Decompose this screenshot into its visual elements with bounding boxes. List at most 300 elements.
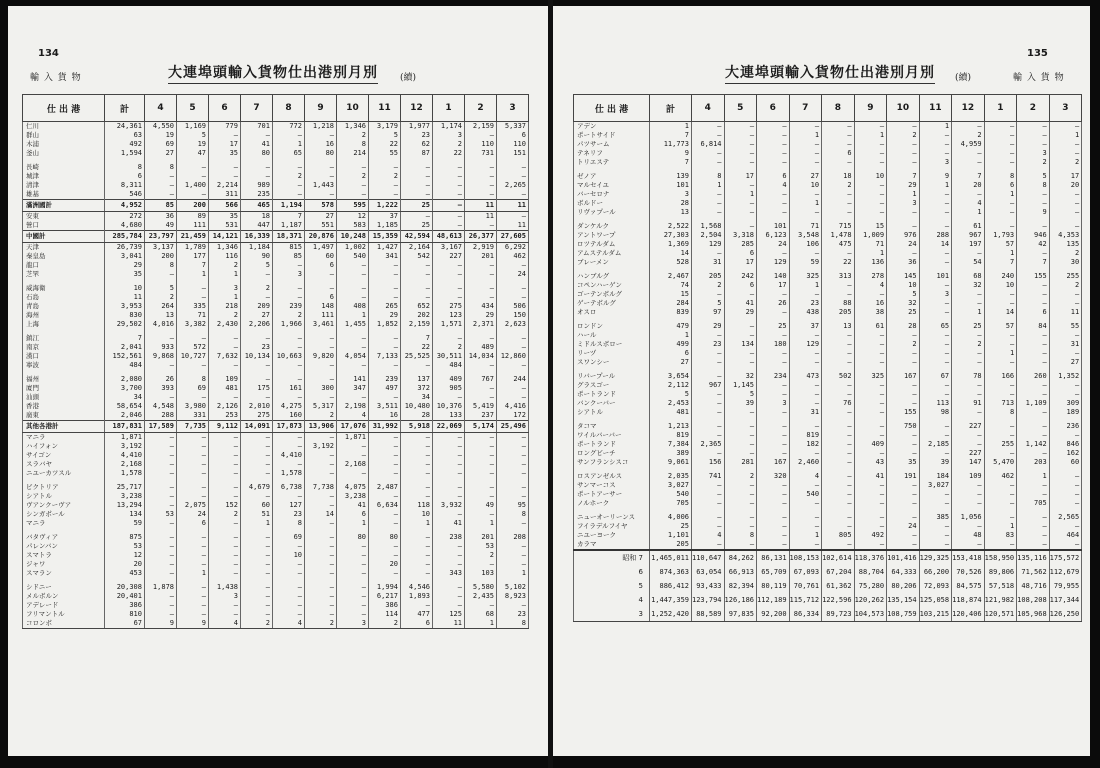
table-cell: — — [1017, 431, 1050, 440]
table-cell: 197 — [952, 240, 985, 249]
table-cell: — — [789, 190, 822, 199]
table-cell: — — [1049, 290, 1082, 299]
column-header-3: 5 — [724, 95, 757, 122]
continued-mark: (續) — [955, 73, 972, 83]
table-cell: 10,727 — [177, 352, 209, 361]
table-cell: 275 — [241, 411, 273, 421]
table-cell: — — [789, 149, 822, 158]
table-cell: 5 — [241, 261, 273, 270]
table-cell: 1 — [465, 519, 497, 528]
table-cell: 5 — [887, 290, 920, 299]
table-cell: — — [919, 422, 952, 431]
table-cell: 8 — [497, 510, 529, 519]
table-cell: — — [724, 513, 757, 522]
table-cell: 1,002 — [337, 243, 369, 253]
table-cell: — — [919, 149, 952, 158]
table-cell: — — [724, 181, 757, 190]
table-cell: 1 — [952, 208, 985, 217]
table-cell: — — [145, 433, 177, 443]
table-cell: 67,093 — [789, 565, 822, 579]
port-name: ノルホーク — [574, 499, 650, 508]
table-cell: 20,876 — [305, 231, 337, 243]
column-header-9: 11 — [369, 95, 401, 122]
table-cell: 506 — [497, 302, 529, 311]
table-cell: — — [984, 381, 1017, 390]
table-cell: — — [177, 460, 209, 469]
table-cell: — — [919, 522, 952, 531]
table-cell: 1 — [241, 519, 273, 528]
table-cell: 30,511 — [433, 352, 465, 361]
table-cell: — — [369, 569, 401, 578]
table-cell: — — [497, 293, 529, 302]
table-cell: 91 — [952, 399, 985, 408]
table-cell: 54 — [952, 258, 985, 267]
table-cell: 10 — [887, 281, 920, 290]
port-name: アントワープ — [574, 231, 650, 240]
table-cell: — — [757, 422, 790, 431]
table-cell: 42,594 — [401, 231, 433, 243]
port-name: ダンケルク — [574, 222, 650, 231]
table-cell: — — [757, 513, 790, 522]
table-cell: — — [433, 221, 465, 231]
table-cell: — — [145, 361, 177, 370]
table-cell: — — [401, 181, 433, 190]
table-cell: 18 — [822, 172, 855, 181]
table-row — [574, 258, 1082, 267]
port-name: オスロ — [574, 308, 650, 317]
table-row — [23, 163, 529, 172]
table-cell: — — [209, 610, 241, 619]
table-cell: 1,893 — [401, 592, 433, 601]
port-name: 福州 — [23, 375, 105, 384]
table-cell: — — [789, 522, 822, 531]
table-cell: 177 — [177, 252, 209, 261]
table-cell: — — [433, 492, 465, 501]
table-cell: 6 — [1017, 308, 1050, 317]
table-cell: 31 — [1049, 340, 1082, 349]
table-cell: — — [757, 349, 790, 358]
table-cell: — — [145, 270, 177, 279]
table-row — [23, 122, 529, 132]
table-cell: 152,561 — [105, 352, 145, 361]
table-row — [23, 510, 529, 519]
table-cell: 5 — [1017, 172, 1050, 181]
table-cell: 462 — [497, 252, 529, 261]
table-cell: — — [1049, 299, 1082, 308]
table-cell: — — [789, 399, 822, 408]
table-cell: — — [1017, 299, 1050, 308]
table-cell: 1 — [789, 281, 822, 290]
table-cell: 90 — [241, 252, 273, 261]
table-cell: 155 — [1017, 272, 1050, 281]
table-cell: 7 — [177, 261, 209, 270]
table-cell: — — [854, 290, 887, 299]
table-cell: 583 — [337, 221, 369, 231]
table-cell: — — [497, 393, 529, 402]
table-cell: 933 — [145, 343, 177, 352]
table-cell: 288 — [145, 411, 177, 421]
table-cell: — — [854, 358, 887, 367]
table-row — [23, 343, 529, 352]
table-cell: — — [822, 358, 855, 367]
table-row — [574, 440, 1082, 449]
table-cell: 236 — [1049, 422, 1082, 431]
table-cell: 1,977 — [401, 122, 433, 132]
table-cell: 160 — [273, 411, 305, 421]
table-cell: — — [887, 490, 920, 499]
table-cell: — — [757, 358, 790, 367]
table-row — [574, 513, 1082, 522]
port-name: 廈門 — [23, 384, 105, 393]
table-cell: — — [241, 583, 273, 592]
table-cell: — — [305, 533, 337, 542]
table-cell: 1,346 — [209, 243, 241, 253]
table-cell: — — [305, 334, 337, 343]
table-cell: 3,238 — [105, 492, 145, 501]
table-cell: — — [465, 460, 497, 469]
table-cell: — — [401, 569, 433, 578]
table-cell: 5,918 — [401, 421, 433, 433]
table-cell: 489 — [465, 343, 497, 352]
table-cell: 3,511 — [369, 402, 401, 411]
table-cell: 27 — [789, 172, 822, 181]
table-cell: 2,168 — [337, 460, 369, 469]
table-cell: 5,102 — [497, 583, 529, 592]
table-row — [23, 320, 529, 329]
table-cell: 1 — [177, 569, 209, 578]
table-cell: 260 — [1017, 372, 1050, 381]
table-cell: — — [497, 551, 529, 560]
table-cell: — — [273, 284, 305, 293]
table-cell: — — [1017, 358, 1050, 367]
table-cell: 175 — [241, 384, 273, 393]
table-cell: — — [692, 490, 725, 499]
table-cell: 175,572 — [1049, 550, 1082, 565]
table-cell: 18 — [241, 212, 273, 222]
table-cell: 1 — [650, 331, 692, 340]
table-cell: 1,443 — [305, 181, 337, 190]
table-cell: 1,871 — [337, 433, 369, 443]
table-cell: 201 — [465, 252, 497, 261]
table-cell: — — [145, 451, 177, 460]
table-cell: 2,126 — [209, 402, 241, 411]
table-cell: 409 — [433, 375, 465, 384]
table-cell: — — [369, 542, 401, 551]
table-cell: — — [984, 513, 1017, 522]
table-row — [574, 449, 1082, 458]
table-cell: 447 — [241, 221, 273, 231]
table-cell: — — [177, 469, 209, 478]
table-cell: — — [497, 483, 529, 492]
table-cell: 24,361 — [105, 122, 145, 132]
table-row — [574, 499, 1082, 508]
table-cell: — — [305, 375, 337, 384]
table-cell: — — [984, 499, 1017, 508]
table-cell: 1 — [177, 270, 209, 279]
table-cell: — — [1049, 222, 1082, 231]
table-cell: 53 — [105, 542, 145, 551]
table-cell: 434 — [465, 302, 497, 311]
table-cell: 93,433 — [692, 579, 725, 593]
table-cell: — — [401, 542, 433, 551]
table-cell: 2,080 — [105, 375, 145, 384]
port-name: サンマーコス — [574, 481, 650, 490]
table-row — [23, 361, 529, 370]
table-cell: — — [497, 451, 529, 460]
table-cell: — — [757, 381, 790, 390]
table-cell: — — [757, 440, 790, 449]
table-cell: 240 — [984, 272, 1017, 281]
table-cell: 55 — [369, 149, 401, 158]
table-cell: — — [305, 131, 337, 140]
table-cell: — — [724, 499, 757, 508]
table-cell: 5,580 — [465, 583, 497, 592]
table-cell: — — [465, 361, 497, 370]
table-cell: — — [952, 431, 985, 440]
table-cell: 151 — [497, 149, 529, 158]
table-cell: 70,761 — [789, 579, 822, 593]
port-name: スワンシー — [574, 358, 650, 367]
table-cell: — — [401, 551, 433, 560]
table-cell: — — [497, 519, 529, 528]
table-cell: 35 — [887, 458, 920, 467]
table-cell: — — [854, 199, 887, 208]
table-cell: — — [854, 481, 887, 490]
table-row — [574, 381, 1082, 390]
table-cell: 205 — [650, 540, 692, 550]
port-name: シアトル — [23, 492, 105, 501]
table-cell: — — [1017, 331, 1050, 340]
table-cell: — — [919, 249, 952, 258]
table-cell: — — [241, 492, 273, 501]
table-cell: 875 — [105, 533, 145, 542]
table-cell: 4 — [209, 619, 241, 629]
table-cell: — — [822, 290, 855, 299]
table-cell: 11 — [1049, 308, 1082, 317]
table-cell: 59 — [105, 519, 145, 528]
table-cell: 4 — [757, 181, 790, 190]
table-cell: — — [337, 181, 369, 190]
table-cell: 3,548 — [789, 231, 822, 240]
table-cell: 25 — [401, 200, 433, 212]
table-cell: 11 — [465, 212, 497, 222]
table-cell: — — [433, 551, 465, 560]
table-cell: 84,262 — [724, 550, 757, 565]
table-cell: — — [465, 131, 497, 140]
table-cell: 309 — [1049, 399, 1082, 408]
table-cell: — — [465, 163, 497, 172]
table-cell: — — [952, 408, 985, 417]
page-title: 大連埠頭輸入貨物仕出港別月別 — [725, 62, 935, 84]
table-cell: — — [497, 560, 529, 569]
table-cell: 492 — [854, 531, 887, 540]
table-cell: 17,076 — [337, 421, 369, 433]
table-cell: 3 — [433, 131, 465, 140]
table-row — [574, 131, 1082, 140]
table-cell: 239 — [273, 302, 305, 311]
table-cell: 4,006 — [650, 513, 692, 522]
table-cell: 272 — [105, 212, 145, 222]
table-cell: — — [369, 361, 401, 370]
table-row — [23, 433, 529, 443]
table-cell: 31 — [789, 408, 822, 417]
table-cell: — — [822, 390, 855, 399]
table-cell: — — [724, 440, 757, 449]
table-cell: 80 — [305, 149, 337, 158]
table-cell: — — [177, 163, 209, 172]
table-cell: 89,806 — [984, 565, 1017, 579]
table-cell: — — [919, 208, 952, 217]
port-name: スマトラ — [23, 551, 105, 560]
table-row — [574, 472, 1082, 481]
table-row — [23, 261, 529, 270]
table-cell: — — [241, 375, 273, 384]
table-cell: — — [692, 190, 725, 199]
table-cell: 152 — [209, 501, 241, 510]
table-cell: — — [692, 481, 725, 490]
table-cell: 26 — [145, 375, 177, 384]
table-cell: — — [177, 284, 209, 293]
table-row — [23, 131, 529, 140]
table-cell: 2,265 — [497, 181, 529, 190]
table-cell: — — [241, 560, 273, 569]
table-cell: 386 — [369, 601, 401, 610]
table-cell: 3,932 — [433, 501, 465, 510]
table-cell: — — [497, 442, 529, 451]
table-cell: — — [822, 281, 855, 290]
table-cell: 13 — [650, 208, 692, 217]
table-cell: — — [757, 481, 790, 490]
table-cell: — — [952, 122, 985, 132]
table-row — [23, 601, 529, 610]
table-cell: 184 — [919, 472, 952, 481]
column-header-11: 1 — [984, 95, 1017, 122]
table-cell: — — [273, 293, 305, 302]
table-cell: 6 — [105, 172, 145, 181]
table-cell: — — [241, 442, 273, 451]
table-cell: 117,344 — [1049, 593, 1082, 607]
table-cell: — — [433, 560, 465, 569]
table-cell: 1,222 — [369, 200, 401, 212]
table-cell: 32 — [952, 281, 985, 290]
table-cell: 409 — [854, 440, 887, 449]
table-cell: — — [273, 393, 305, 402]
table-cell: 393 — [145, 384, 177, 393]
table-cell: 26,739 — [105, 243, 145, 253]
table-cell: — — [1049, 140, 1082, 149]
table-cell: 6 — [984, 181, 1017, 190]
table-cell: 109 — [952, 472, 985, 481]
table-cell: 11 — [497, 221, 529, 231]
table-cell: — — [952, 522, 985, 531]
table-cell: — — [433, 601, 465, 610]
table-cell: 9,820 — [305, 352, 337, 361]
table-cell: 3,027 — [919, 481, 952, 490]
table-cell: — — [1049, 381, 1082, 390]
table-cell: 8 — [145, 261, 177, 270]
column-header-7: 9 — [305, 95, 337, 122]
port-name: ジャワ — [23, 560, 105, 569]
table-cell: — — [497, 334, 529, 343]
table-cell: 28 — [401, 411, 433, 421]
table-cell: 135,154 — [887, 593, 920, 607]
table-cell: — — [887, 531, 920, 540]
table-cell: 32 — [887, 299, 920, 308]
table-cell: 2 — [305, 619, 337, 629]
table-cell: — — [822, 249, 855, 258]
table-cell: 819 — [789, 431, 822, 440]
table-cell: — — [984, 481, 1017, 490]
port-name: テネリフ — [574, 149, 650, 158]
table-cell: — — [433, 393, 465, 402]
port-name: 龍口 — [23, 261, 105, 270]
table-cell: 26 — [757, 299, 790, 308]
table-cell: 2 — [822, 181, 855, 190]
table-cell: 438 — [789, 308, 822, 317]
table-cell: — — [145, 492, 177, 501]
table-row — [23, 551, 529, 560]
table-cell: 5,317 — [305, 402, 337, 411]
table-cell: 71 — [854, 240, 887, 249]
table-cell: — — [177, 334, 209, 343]
table-cell: 17 — [209, 140, 241, 149]
table-cell: — — [337, 551, 369, 560]
table-cell: — — [1049, 349, 1082, 358]
table-cell: 540 — [650, 490, 692, 499]
table-cell: 6 — [337, 510, 369, 519]
table-cell: 481 — [209, 384, 241, 393]
table-cell: 475 — [822, 240, 855, 249]
table-cell: — — [337, 163, 369, 172]
table-cell: 86,334 — [789, 607, 822, 622]
table-cell: 255 — [1049, 272, 1082, 281]
table-cell: — — [369, 451, 401, 460]
table-cell: 2 — [145, 293, 177, 302]
table-row — [574, 231, 1082, 240]
port-name: シアトル — [574, 408, 650, 417]
table-cell: 1,465,011 — [650, 550, 692, 565]
port-name: アデン — [574, 122, 650, 132]
table-cell: 874,363 — [650, 565, 692, 579]
port-name: マニラ — [23, 433, 105, 443]
table-cell: — — [305, 284, 337, 293]
column-header-2: 4 — [145, 95, 177, 122]
table-row — [23, 243, 529, 253]
import-table — [573, 94, 1082, 622]
table-cell: 14 — [305, 510, 337, 519]
table-cell: — — [822, 449, 855, 458]
table-cell: 167 — [757, 458, 790, 467]
table-cell: 135 — [1049, 240, 1082, 249]
table-cell: 10 — [105, 284, 145, 293]
table-cell: — — [1017, 131, 1050, 140]
table-cell: 17 — [757, 281, 790, 290]
table-cell: — — [724, 131, 757, 140]
table-cell: 6,217 — [369, 592, 401, 601]
table-cell: — — [822, 131, 855, 140]
table-cell: — — [209, 451, 241, 460]
table-cell: — — [433, 442, 465, 451]
table-cell: 139 — [650, 172, 692, 181]
table-cell: 6 — [305, 293, 337, 302]
table-cell: 118,874 — [952, 593, 985, 607]
table-cell: 1 — [1017, 472, 1050, 481]
table-cell: — — [177, 172, 209, 181]
table-cell: 150 — [497, 311, 529, 320]
port-name: リバープール — [574, 372, 650, 381]
port-name: 長崎 — [23, 163, 105, 172]
table-cell: 16,339 — [241, 231, 273, 243]
